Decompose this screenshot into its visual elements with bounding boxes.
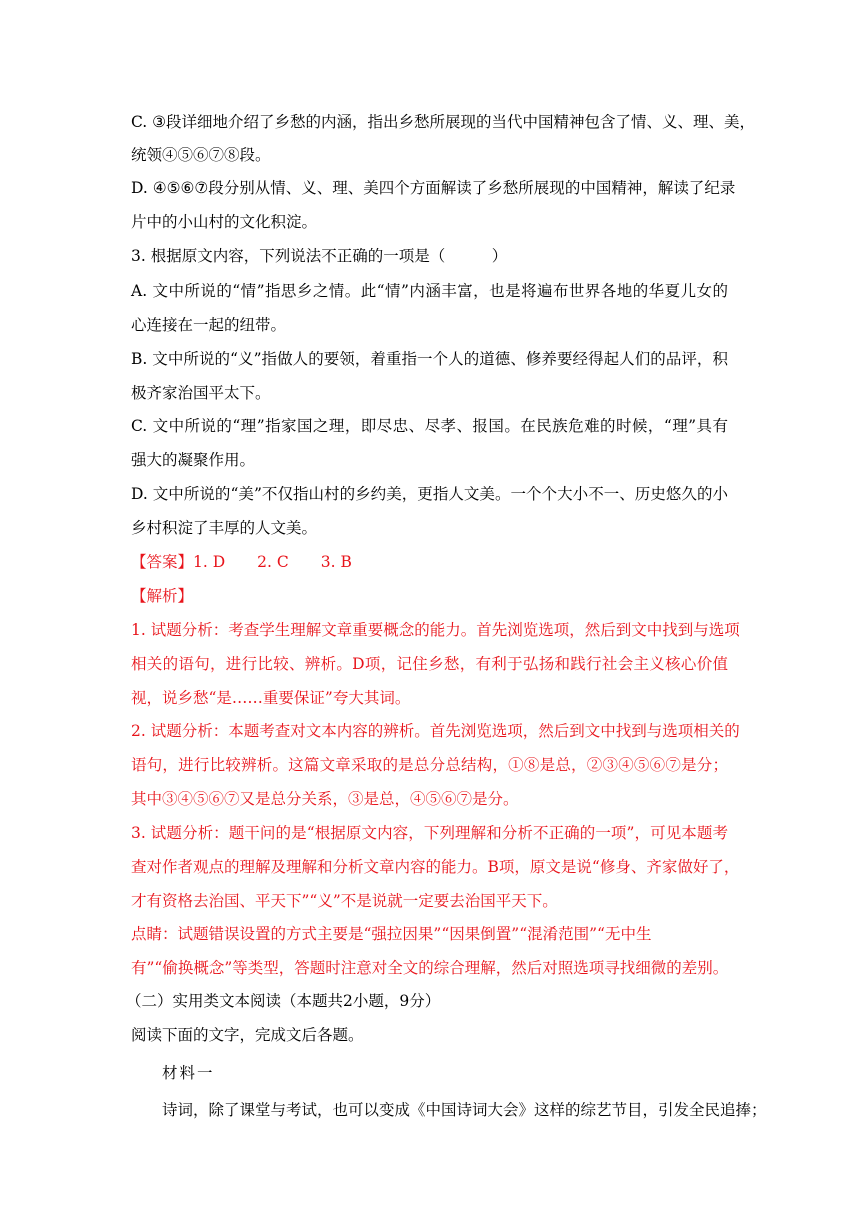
material-1-heading: 材料一 bbox=[162, 1064, 215, 1082]
option-c-line-2: 统领④⑤⑥⑦⑧段。 bbox=[131, 146, 271, 164]
answer-1: 1. D bbox=[193, 553, 226, 571]
tip-line-1: 点睛：试题错误设置的方式主要是“强拉因果”“因果倒置”“混淆范围”“无中生 bbox=[131, 925, 652, 943]
answer-3: 3. B bbox=[320, 553, 352, 571]
q3-option-a-line-1: A. 文中所说的“情”指思乡之情。此“情”内涵丰富，也是将遍布世界各地的华夏儿女的 bbox=[131, 282, 728, 300]
option-c-line-1: C. ③段详细地介绍了乡愁的内涵，指出乡愁所展现的当代中国精神包含了情、义、理、美， bbox=[131, 113, 756, 131]
analysis-label: 【解析】 bbox=[131, 587, 194, 605]
reading-instruction: 阅读下面的文字，完成文后各题。 bbox=[131, 1026, 364, 1044]
section-2-heading: （二）实用类文本阅读（本题共2小题，9分） bbox=[126, 992, 441, 1010]
answer-2: 2. C bbox=[257, 553, 289, 571]
analysis-2-line-2: 语句，进行比较辨析。这篇文章采取的是总分总结构，①⑧是总，②③④⑤⑥⑦是分； bbox=[131, 756, 728, 774]
q3-option-c-line-1: C. 文中所说的“理”指家国之理，即尽忠、尽孝、报国。在民族危难的时候，“理”具有 bbox=[131, 417, 728, 435]
analysis-3-line-2: 查对作者观点的理解及理解和分析文章内容的能力。B项，原文是说“修身、齐家做好了， bbox=[131, 858, 740, 876]
analysis-2-line-1: 2. 试题分析：本题考查对文本内容的辨析。首先浏览选项，然后到文中找到与选项相关的 bbox=[131, 722, 740, 740]
analysis-3-line-3: 才有资格去治国、平天下”“义”不是说就一定要去治国平天下。 bbox=[131, 892, 558, 910]
analysis-1-line-3: 视，说乡愁“是……重要保证”夸大其词。 bbox=[131, 689, 411, 707]
q3-option-c-line-2: 强大的凝聚作用。 bbox=[131, 451, 256, 469]
analysis-2-line-3: 其中③④⑤⑥⑦又是总分关系，③是总，④⑤⑥⑦是分。 bbox=[131, 790, 519, 808]
q3-option-b-line-2: 极齐家治国平太下。 bbox=[131, 384, 271, 402]
q3-option-b-line-1: B. 文中所说的“义”指做人的要领，着重指一个人的道德、修养要经得起人们的品评，积 bbox=[131, 350, 728, 368]
q3-option-d-line-1: D. 文中所说的“美”不仅指山村的乡约美，更指人文美。一个个大小不一、历史悠久的小 bbox=[131, 485, 728, 503]
answer-label: 【答案】 bbox=[131, 553, 194, 571]
q3-option-d-line-2: 乡村积淀了丰厚的人文美。 bbox=[131, 519, 318, 537]
tip-line-2: 有”“偷换概念”等类型，答题时注意对全文的综合理解，然后对照选项寻找细微的差别。 bbox=[131, 959, 729, 977]
option-d-line-1: D. ④⑤⑥⑦段分别从情、义、理、美四个方面解读了乡愁所展现的中国精神，解读了纪录 bbox=[131, 179, 736, 197]
question-3: 3. 根据原文内容，下列说法不正确的一项是（ ） bbox=[131, 247, 508, 265]
q3-option-a-line-2: 心连接在一起的纽带。 bbox=[131, 316, 287, 334]
analysis-1-line-2: 相关的语句，进行比较、辨析。D项，记住乡愁，有利于弘扬和践行社会主义核心价值 bbox=[131, 655, 728, 673]
analysis-3-line-1: 3. 试题分析：题干问的是“根据原文内容，下列理解和分析不正确的一项”，可见本题考 bbox=[131, 824, 728, 842]
option-d-line-2: 片中的小山村的文化积淀。 bbox=[131, 213, 318, 231]
answer-line bbox=[131, 552, 352, 572]
analysis-1-line-1: 1. 试题分析：考查学生理解文章重要概念的能力。首先浏览选项，然后到文中找到与选项 bbox=[131, 621, 740, 639]
poem-paragraph-line-1: 诗词，除了课堂与考试，也可以变成《中国诗词大会》这样的综艺节目，引发全民追捧； bbox=[162, 1101, 767, 1119]
